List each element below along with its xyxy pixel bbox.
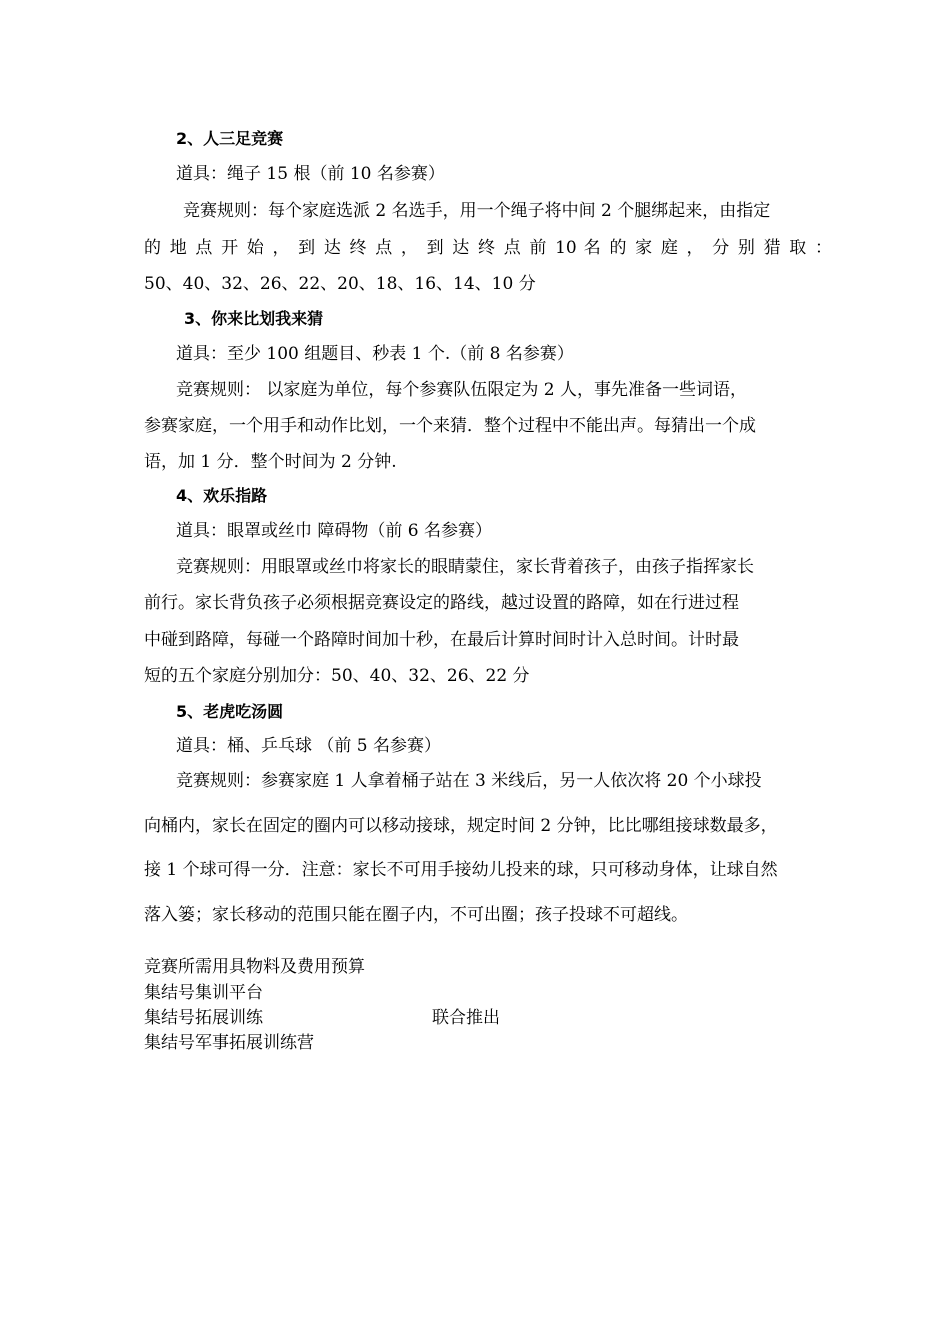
section-3-title: 3、你来比划我来猜	[184, 309, 324, 328]
section-3-rules-line-1: 竞赛规则： 以家庭为单位，每个参赛队伍限定为 2 人，事先准备一些词语，	[176, 380, 748, 400]
section-2-rules-line-3: 50、40、32、26、22、20、18、16、14、10 分	[144, 274, 536, 294]
section-2-rules-line-1: 竞赛规则：每个家庭选派 2 名选手，用一个绳子将中间 2 个腿绑起来，由指定	[183, 201, 771, 221]
section-5-rules-line-2: 向桶内，家长在固定的圈内可以移动接球，规定时间 2 分钟，比比哪组接球数最多，	[144, 816, 778, 836]
section-3-rules-line-3: 语，加 1 分．整个时间为 2 分钟.	[144, 452, 397, 472]
section-5-rules-line-3: 接 1 个球可得一分．注意：家长不可用手接幼儿投来的球，只可移动身体，让球自然	[144, 860, 778, 880]
section-4-rules-line-3: 中碰到路障，每碰一个路障时间加十秒，在最后计算时间时计入总时间。计时最	[144, 630, 739, 650]
section-4-props: 道具：眼罩或丝巾 障碍物（前 6 名参赛）	[176, 521, 493, 541]
section-2-props: 道具：绳子 15 根（前 10 名参赛）	[176, 164, 445, 184]
section-5-title: 5、老虎吃汤圆	[176, 702, 284, 721]
section-5-rules-line-4: 落入篓；家长移动的范围只能在圈子内，不可出圈；孩子投球不可超线。	[144, 905, 688, 925]
section-5-props: 道具：桶、乒乓球 （前 5 名参赛）	[176, 736, 442, 756]
budget-title: 竞赛所需用具物料及费用预算	[144, 957, 365, 977]
section-4-rules-line-2: 前行。家长背负孩子必须根据竞赛设定的路线，越过设置的路障，如在行进过程	[144, 593, 739, 613]
section-4-title: 4、欢乐指路	[176, 486, 268, 505]
section-3-props: 道具：至少 100 组题目、秒表 1 个.（前 8 名参赛）	[176, 344, 574, 364]
section-2-rules-line-2: 的 地 点 开 始 ， 到 达 终 点 ， 到 达 终 点 前 10 名 的 家 庭 ， 分 别 猎 取 ：	[144, 238, 832, 258]
section-2-title: 2、人三足竞赛	[176, 129, 284, 148]
section-5-rules-line-1: 竞赛规则：参赛家庭 1 人拿着桶子站在 3 米线后，另一人依次将 20 个小球投	[176, 771, 762, 791]
org-expansion-training: 集结号拓展训练	[144, 1008, 263, 1028]
org-military-camp: 集结号军事拓展训练营	[144, 1033, 314, 1053]
section-3-rules-line-2: 参赛家庭，一个用手和动作比划，一个来猜．整个过程中不能出声。每猜出一个成	[144, 416, 756, 436]
section-4-rules-line-4: 短的五个家庭分别加分：50、40、32、26、22 分	[144, 666, 530, 686]
org-training-platform: 集结号集训平台	[144, 983, 263, 1003]
joint-launch-label: 联合推出	[432, 1008, 500, 1028]
section-4-rules-line-1: 竞赛规则：用眼罩或丝巾将家长的眼睛蒙住，家长背着孩子，由孩子指挥家长	[176, 557, 754, 577]
